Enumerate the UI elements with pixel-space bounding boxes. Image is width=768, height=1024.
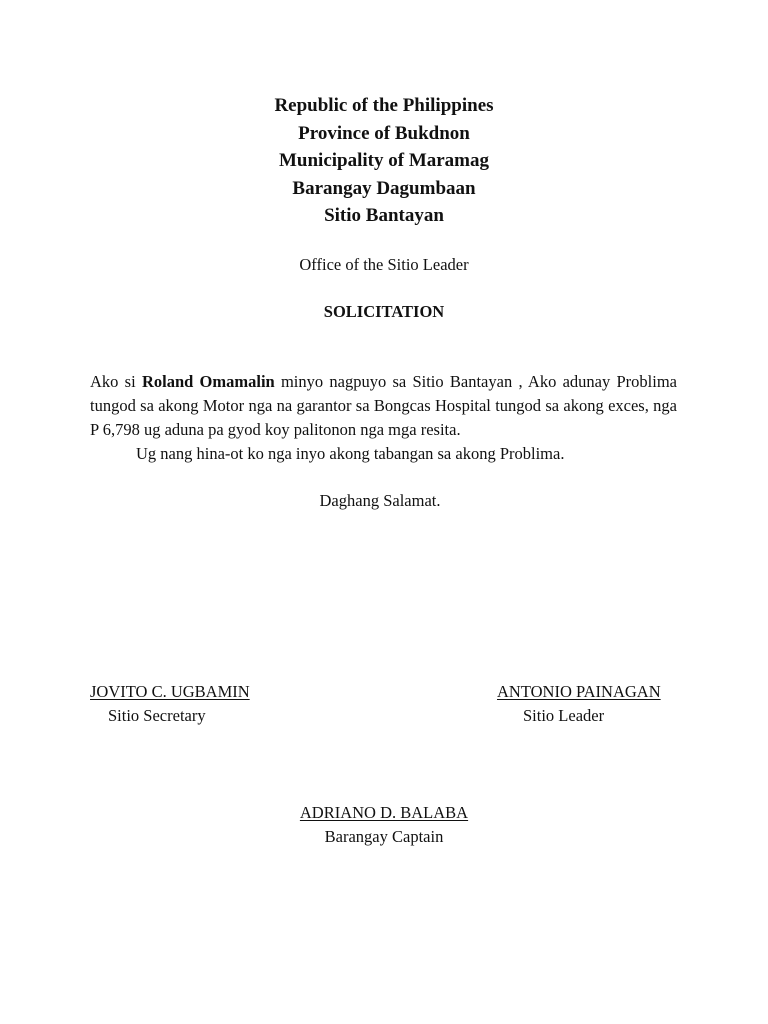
signatory-secretary	[90, 680, 250, 728]
signatory-title: Barangay Captain	[324, 827, 444, 846]
document-title: SOLICITATION	[323, 302, 445, 321]
applicant-name: Roland Omamalin	[141, 372, 275, 391]
office-line: Office of the Sitio Leader	[299, 255, 469, 274]
signatory-name: JOVITO C. UGBAMIN	[90, 682, 250, 701]
letterhead-sitio: Sitio Bantayan	[324, 205, 444, 226]
letterhead	[0, 92, 768, 230]
letterhead-province: Province of Bukdnon	[298, 122, 470, 144]
signatory-title: Sitio Leader	[523, 706, 605, 725]
body-paragraph-1	[90, 370, 677, 442]
body-request-text: minyo nagpuyo sa Sitio Bantayan , Ako adunay Problima tungod sa akong Motor nga na garantor sa Bongcas Hospital tungod sa akong exces, nga P 6,798 ug aduna pa gyod koy palitonon nga mga resita.	[90, 372, 677, 439]
letterhead-barangay: Barangay Dagumbaan	[292, 177, 476, 199]
body-paragraph-2: Ug nang hina-ot ko nga inyo akong tabangan sa akong Problima.	[136, 444, 565, 463]
signatory-title: Sitio Secretary	[108, 706, 206, 725]
letterhead-municipality: Municipality of Maramag	[278, 150, 490, 171]
letterhead-country: Republic of the Philippines	[274, 95, 494, 116]
letter-body	[90, 370, 677, 466]
signatory-name: ANTONIO PAINAGAN	[497, 682, 661, 701]
signatory-leader	[497, 680, 661, 728]
body-prefix: Ako si	[90, 372, 142, 391]
closing-line: Daghang Salamat.	[319, 491, 441, 510]
signatory-name: ADRIANO D. BALABA	[299, 803, 469, 822]
signatory-captain	[0, 801, 768, 849]
